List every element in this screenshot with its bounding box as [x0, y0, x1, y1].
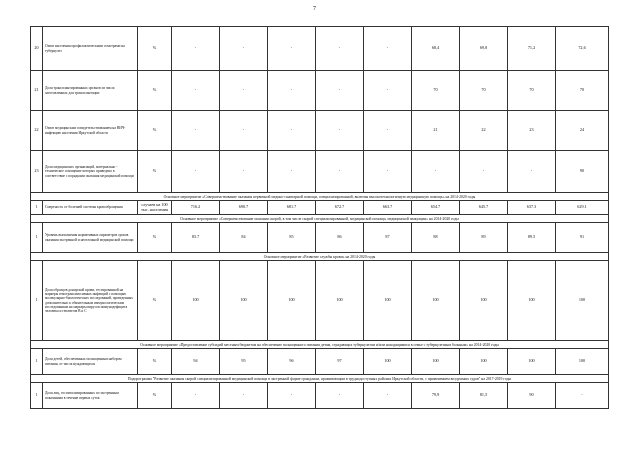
value-cell: 23 [508, 111, 556, 151]
indicator-row [31, 71, 609, 111]
value-cell: 96 [268, 349, 316, 375]
section-title: Основное мероприятие «Предоставление субсидий местным бюджетам на обеспечение полноценного питания детям, страдающих туберкулезом и/или находящимися в семье с туберкулезным больным» на 2014-2020 годы [31, 341, 609, 349]
unit-cell: % [138, 27, 172, 71]
value-cell: - [316, 27, 364, 71]
value-cell: 89.5 [508, 223, 556, 253]
section-header-row [31, 375, 609, 383]
indicator-name: Смертность от болезней системы кровообращения [43, 201, 138, 215]
indicator-row [31, 201, 609, 215]
value-cell: - [412, 151, 460, 193]
indicator-name: Охват медицинским освидетельствованием на ВИЧ-инфекцию населения Иркутской области [43, 111, 138, 151]
value-cell: 22 [460, 111, 508, 151]
indicator-row [31, 151, 609, 193]
value-cell: 654.7 [412, 201, 460, 215]
value-cell: 100 [508, 261, 556, 341]
row-number: 21 [31, 71, 43, 111]
value-cell: - [172, 111, 220, 151]
value-cell: - [364, 111, 412, 151]
value-cell: - [364, 151, 412, 193]
value-cell: 86 [316, 223, 364, 253]
section-title: Основное мероприятие «Совершенствование оказания первичной медико-санитарной помощи, специализированной, включая высокотехнологичную медицинскую помощь» на 2014-2020 годы [31, 193, 609, 201]
value-cell: 84 [220, 223, 268, 253]
value-cell: 100 [460, 261, 508, 341]
unit-cell: случаев на 100 тыс. населения [138, 201, 172, 215]
value-cell: - [220, 151, 268, 193]
indicator-row [31, 27, 609, 71]
value-cell: 100 [508, 349, 556, 375]
value-cell: 100 [268, 261, 316, 341]
unit-cell: % [138, 223, 172, 253]
value-cell: 100 [412, 261, 460, 341]
value-cell: - [316, 71, 364, 111]
unit-cell: % [138, 383, 172, 409]
value-cell: - [364, 27, 412, 71]
row-number: 22 [31, 111, 43, 151]
value-cell: - [172, 151, 220, 193]
value-cell: 85 [268, 223, 316, 253]
indicator-name: Доля детей, обеспеченных полноценным набором питания, от числа нуждающихся [43, 349, 138, 375]
value-cell: - [316, 111, 364, 151]
value-cell: 87 [364, 223, 412, 253]
indicator-row [31, 223, 609, 253]
value-cell: 672.7 [316, 201, 364, 215]
indicator-row [31, 111, 609, 151]
value-cell: 71,2 [508, 27, 556, 71]
value-cell: 83.7 [172, 223, 220, 253]
row-number: 1 [31, 349, 43, 375]
value-cell: 100 [364, 261, 412, 341]
value-cell: 100 [460, 349, 508, 375]
value-cell: 70 [460, 71, 508, 111]
value-cell: - [556, 383, 609, 409]
value-cell: - [220, 71, 268, 111]
value-cell: - [268, 151, 316, 193]
value-cell: 645.7 [460, 201, 508, 215]
indicator-name: Доля лиц, госпитализированных по экстренным показаниям в течение первых суток [43, 383, 138, 409]
value-cell: 79,9 [412, 383, 460, 409]
value-cell: - [460, 151, 508, 193]
unit-cell: % [138, 111, 172, 151]
value-cell: 681.7 [268, 201, 316, 215]
value-cell: - [268, 27, 316, 71]
value-cell: - [172, 383, 220, 409]
section-header-row [31, 341, 609, 349]
value-cell: - [268, 71, 316, 111]
value-cell: - [316, 151, 364, 193]
section-header-row [31, 253, 609, 261]
indicator-name: Доля образцов донорской крови, тестированной на маркеры гемотрансмиссивных инфекций с помощью молекулярно-биологических исследований, проведенных дополнительно к обязательным иммунологическим исследованиям на маркеры вирусов иммунодефицита человека и гепатитов В и С [43, 261, 138, 341]
indicators-table [30, 26, 609, 409]
value-cell: 690.7 [220, 201, 268, 215]
value-cell: 637.3 [508, 201, 556, 215]
value-cell: 100 [172, 261, 220, 341]
value-cell: 70 [556, 71, 609, 111]
value-cell: 88 [412, 223, 460, 253]
indicator-row [31, 261, 609, 341]
value-cell: 70 [508, 71, 556, 111]
section-header-row [31, 215, 609, 223]
row-number: 1 [31, 201, 43, 215]
value-cell: 716.2 [172, 201, 220, 215]
value-cell: - [220, 27, 268, 71]
value-cell: 69,8 [460, 27, 508, 71]
value-cell: 68,4 [412, 27, 460, 71]
value-cell: 95 [220, 349, 268, 375]
row-number: 1 [31, 223, 43, 253]
value-cell: - [172, 27, 220, 71]
section-title: Основное мероприятие «Развитие службы крови» на 2014-2020 годы [31, 253, 609, 261]
section-title: Подпрограмма "Развитие оказания скорой специализированной медицинской помощи в экстренной форме гражданам, проживающим в труднодоступных районах Иркутской области, с применением воздушных судов" на 2017-2019 годы [31, 375, 609, 383]
value-cell: 629.1 [556, 201, 609, 215]
value-cell: - [268, 111, 316, 151]
value-cell: 97 [316, 349, 364, 375]
indicator-name: Охват населения профилактическими осмотрами на туберкулез [43, 27, 138, 71]
value-cell: 100 [556, 261, 609, 341]
value-cell: 90 [556, 151, 609, 193]
value-cell: 663.7 [364, 201, 412, 215]
value-cell: 100 [220, 261, 268, 341]
indicator-row [31, 383, 609, 409]
value-cell: - [364, 71, 412, 111]
value-cell: - [316, 383, 364, 409]
section-title: Основное мероприятие «Совершенствование оказания скорой, в том числе скорой специализированной, медицинской помощи, медицинской эвакуации» на 2014-2020 годы [31, 215, 609, 223]
value-cell: 70 [412, 71, 460, 111]
row-number: 20 [31, 27, 43, 71]
value-cell: - [172, 71, 220, 111]
value-cell: - [220, 383, 268, 409]
value-cell: 91 [556, 223, 609, 253]
value-cell: 100 [556, 349, 609, 375]
unit-cell: % [138, 151, 172, 193]
value-cell: 100 [412, 349, 460, 375]
value-cell: 90 [508, 383, 556, 409]
value-cell: - [508, 151, 556, 193]
unit-cell: % [138, 71, 172, 111]
unit-cell: % [138, 349, 172, 375]
value-cell: 100 [364, 349, 412, 375]
value-cell: 94 [172, 349, 220, 375]
indicator-name: Уровень выполнения нормативных параметров сроков оказания экстренной и неотложной медицинской помощи [43, 223, 138, 253]
row-number: 1 [31, 261, 43, 341]
indicator-row [31, 349, 609, 375]
section-header-row [31, 193, 609, 201]
value-cell: 89 [460, 223, 508, 253]
value-cell: 24 [556, 111, 609, 151]
value-cell: - [268, 383, 316, 409]
value-cell: 81,5 [460, 383, 508, 409]
value-cell: 72,6 [556, 27, 609, 71]
page-number: 7 [313, 6, 316, 12]
row-number: 1 [31, 383, 43, 409]
row-number: 23 [31, 151, 43, 193]
value-cell: 100 [316, 261, 364, 341]
value-cell: 21 [412, 111, 460, 151]
indicator-name: Доля трансплантированных органов из числа заготовленных для трансплантации [43, 71, 138, 111]
unit-cell: % [138, 261, 172, 341]
value-cell: - [220, 111, 268, 151]
value-cell: - [364, 383, 412, 409]
indicator-name: Доля медицинских организаций, материально - техническое оснащение которых приведено в соответствие с порядками оказания медицинской помощи [43, 151, 138, 193]
